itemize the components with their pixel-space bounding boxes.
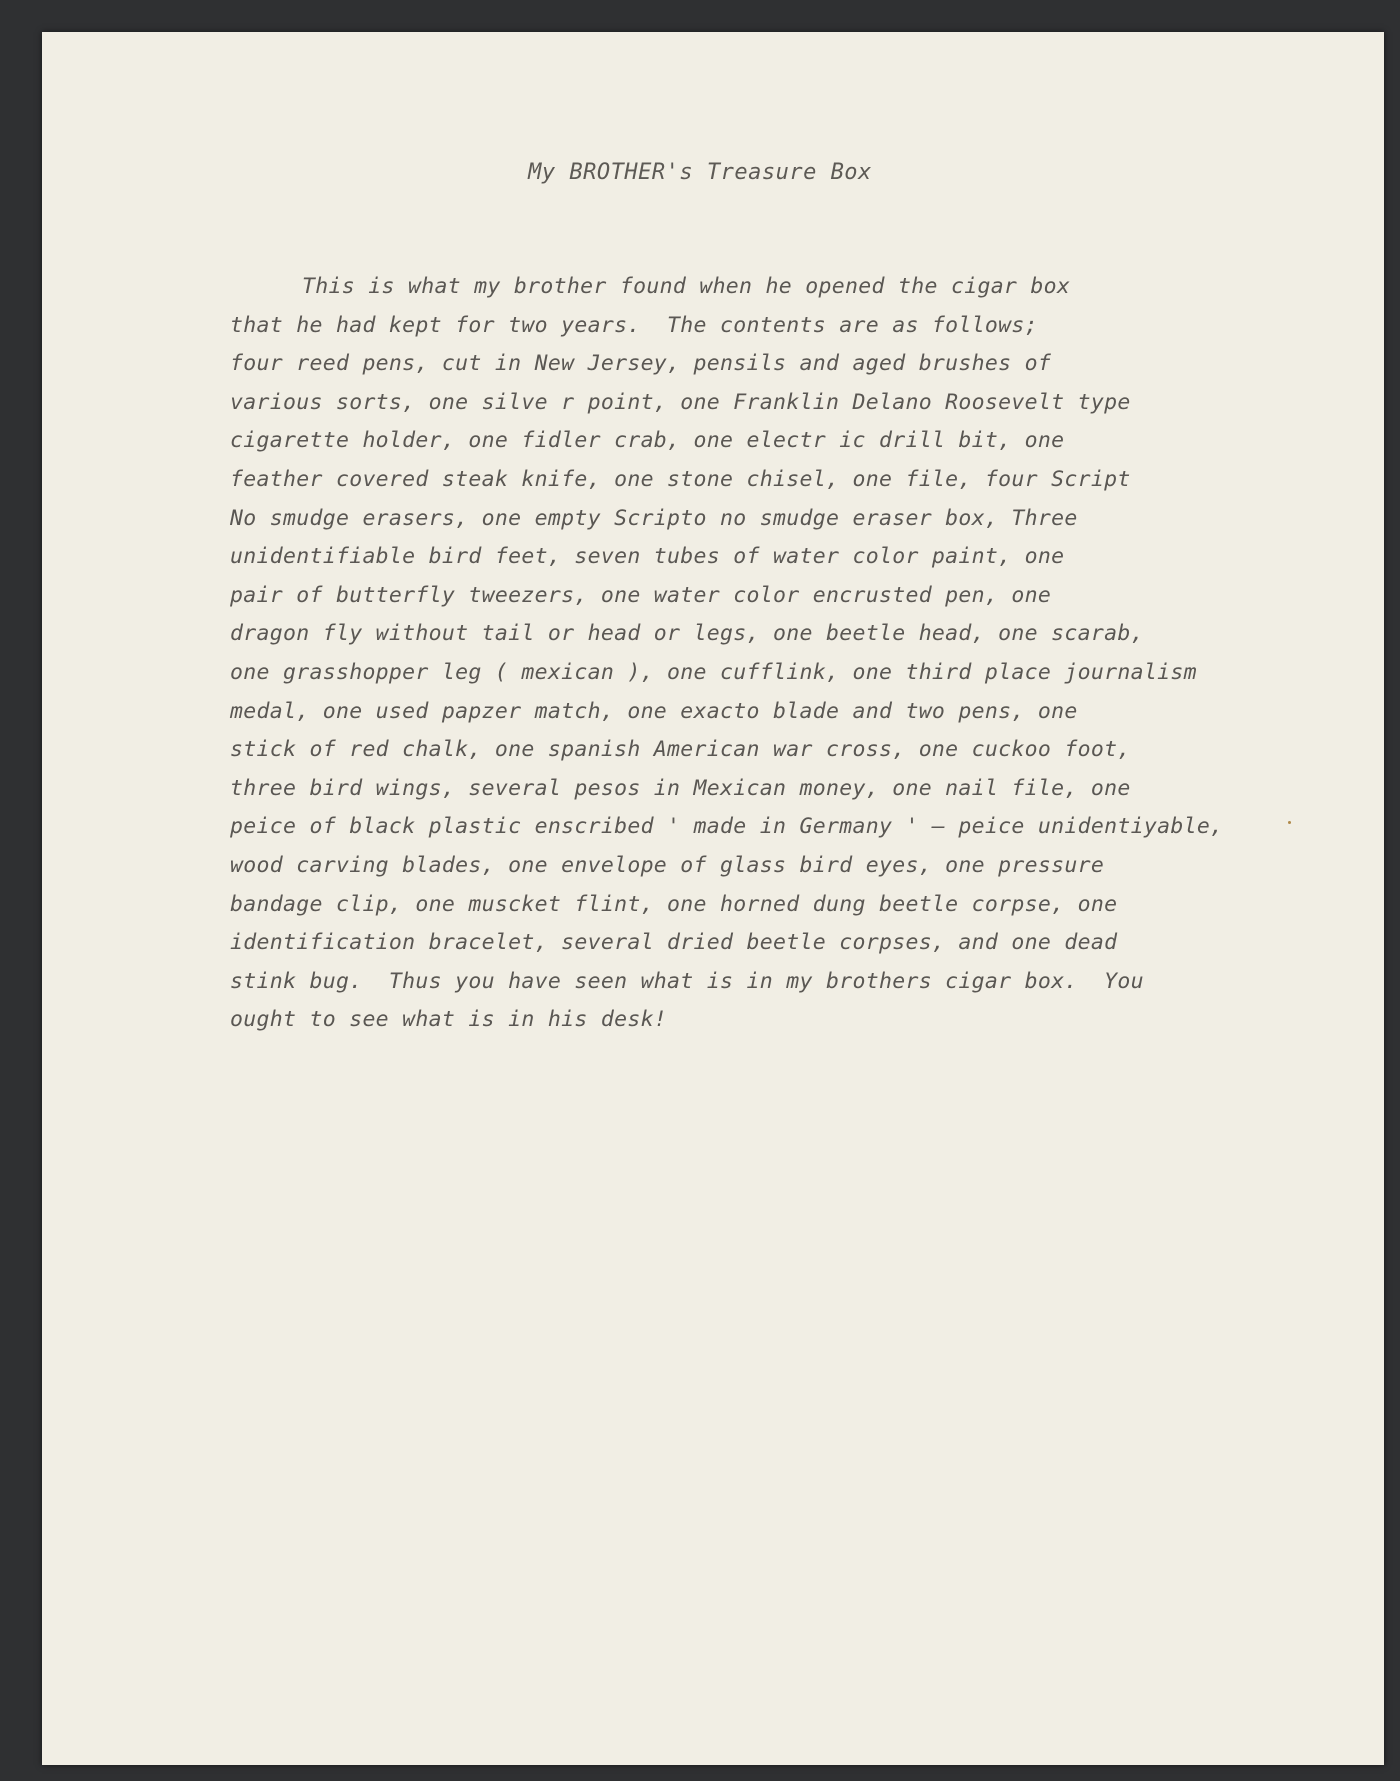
text-line: dragon fly without tail or head or legs, one beetle head, one scarab, [230,621,1144,647]
text-line: stick of red chalk, one spanish American war cross, one cuckoo foot, [230,737,1131,763]
paper-speck [1288,821,1291,824]
text-line: cigarette holder, one fidler crab, one electr ic drill bit, one [230,428,1065,454]
text-line: pair of butterfly tweezers, one water color encrusted pen, one [230,582,1052,608]
text-line: stink bug. Thus you have seen what is in my brothers cigar box. You [230,968,1144,994]
text-line: ought to see what is in his desk! [230,1007,668,1033]
text-line: No smudge erasers, one empty Scripto no smudge eraser box, Three [230,505,1078,531]
text-line: various sorts, one silve r point, one Franklin Delano Roosevelt type [230,389,1131,415]
text-line: medal, one used papzer match, one exacto blade and two pens, one [230,698,1078,724]
text-line: feather covered steak knife, one stone chisel, one file, four Script [230,466,1131,492]
body-paragraph [230,268,1350,1040]
text-line: wood carving blades, one envelope of glass bird eyes, one pressure [230,852,1105,878]
text-line: This is what my brother found when he opened the cigar box [302,274,1071,299]
text-line: that he had kept for two years. The contents are as follows; [230,312,1038,338]
text-line: bandage clip, one muscket flint, one horned dung beetle corpse, one [230,891,1118,917]
text-line: identification bracelet, several dried beetle corpses, and one dead [230,930,1118,956]
text-line: four reed pens, cut in New Jersey, pensils and aged brushes of [230,351,1052,377]
text-line: unidentifiable bird feet, seven tubes of water color paint, one [230,544,1065,570]
text-line: peice of black plastic enscribed ' made in Germany ' — peice unidentiyable, [230,814,1224,840]
text-line: one grasshopper leg ( mexican ), one cufflink, one third place journalism [230,659,1197,685]
text-line: three bird wings, several pesos in Mexican money, one nail file, one [230,775,1131,801]
page-title: My BROTHER's Treasure Box [528,160,872,185]
